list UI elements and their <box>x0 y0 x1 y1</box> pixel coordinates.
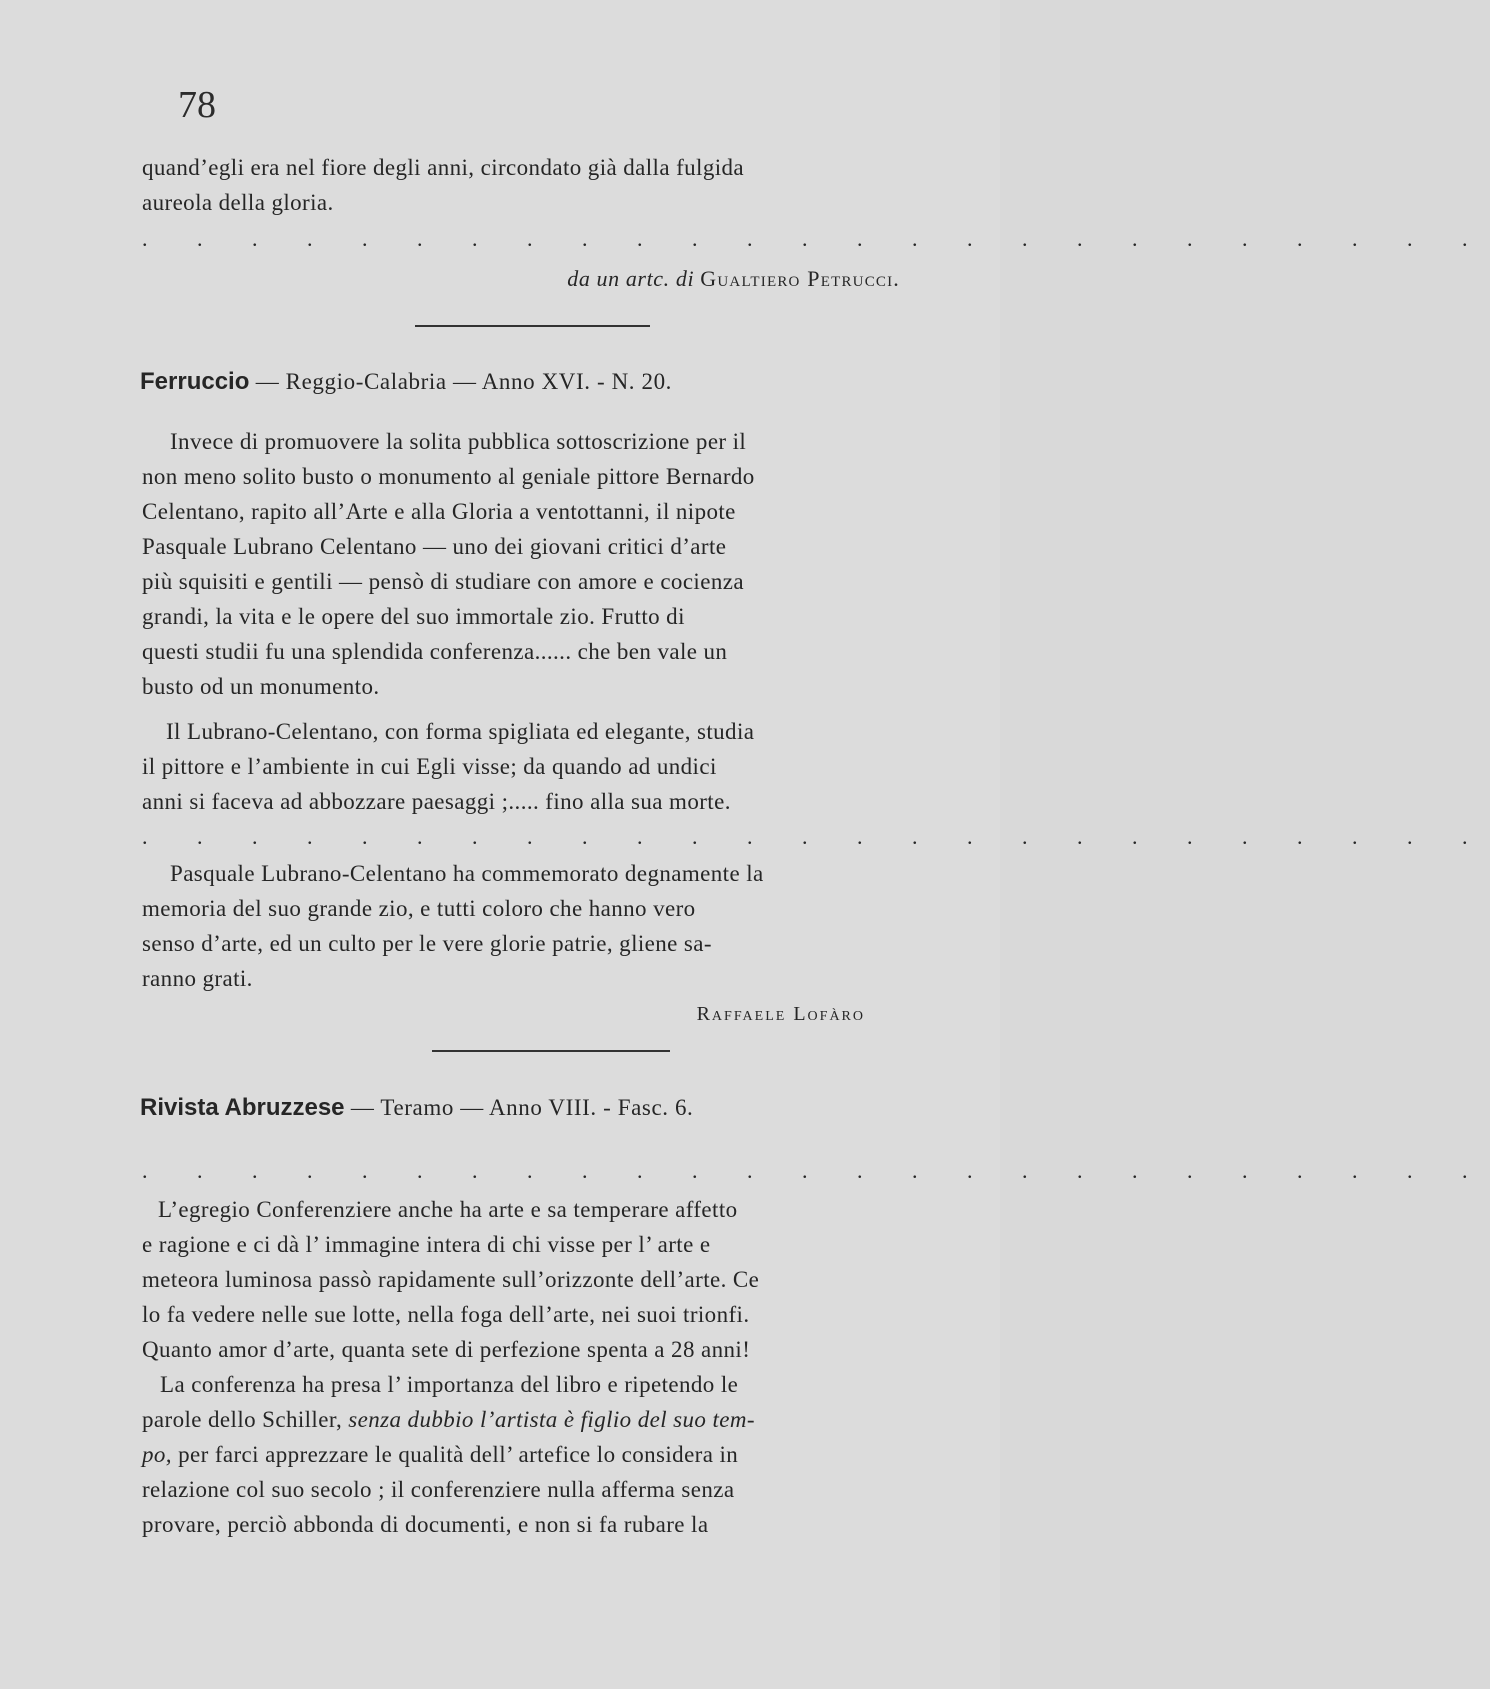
rivista-paragraph-2 <box>142 1367 922 1542</box>
text-line: provare, perciò abbonda di documenti, e non si fa rubare la <box>142 1512 709 1537</box>
section-divider <box>415 325 650 327</box>
journal-details: — Teramo — Anno VIII. - Fasc. 6. <box>350 1095 694 1120</box>
text-line: busto od un monumento. <box>142 674 380 699</box>
ferruccio-paragraph-3 <box>142 856 922 996</box>
text-line <box>142 1402 922 1437</box>
text-line: Quanto amor d’arte, quanta sete di perfezione spenta a 28 anni! <box>142 1337 751 1362</box>
text-line: Pasquale Lubrano-Celentano ha commemorato degnamente la <box>170 861 764 886</box>
attribution-prefix: da un artc. di <box>567 266 695 291</box>
text-line: Invece di promuovere la solita pubblica sottoscrizione per il <box>170 429 747 454</box>
text-line: più squisiti e gentili — pensò di studiare con amore e cocienza <box>142 569 744 594</box>
text-line: L’egregio Conferenziere anche ha arte e sa temperare affetto <box>158 1197 738 1222</box>
ellipsis-dots: . . . . . . . . . . . . . . . . . . . . . . . . . <box>142 824 1490 849</box>
text-line: relazione col suo secolo ; il conferenziere nulla afferma senza <box>142 1477 735 1502</box>
quote-italic: po, <box>142 1442 172 1467</box>
text-line: Il Lubrano-Celentano, con forma spigliata ed elegante, studia <box>166 719 755 744</box>
section-heading-ferruccio <box>140 370 672 394</box>
text-line: memoria del suo grande zio, e tutti coloro che hanno vero <box>142 896 696 921</box>
journal-name: Ferruccio <box>140 368 250 395</box>
signature: Raffaele Lofàro <box>696 1003 865 1025</box>
text-line: grandi, la vita e le opere del suo immortale zio. Frutto di <box>142 604 685 629</box>
text-line: ranno grati. <box>142 966 253 991</box>
text-line: Pasquale Lubrano Celentano — uno dei giovani critici d’arte <box>142 534 727 559</box>
quote-italic: senza dubbio l’artista è figlio del suo tem- <box>348 1407 755 1432</box>
text-line: La conferenza ha presa l’ importanza del libro e ripetendo le <box>160 1372 739 1397</box>
text-line: non meno solito busto o monumento al geniale pittore Bernardo <box>142 464 755 489</box>
text-line: il pittore e l’ambiente in cui Egli visse; da quando ad undici <box>142 754 717 779</box>
text-line: quand’egli era nel fiore degli anni, circondato già dalla fulgida <box>142 155 745 180</box>
section-divider <box>432 1050 670 1052</box>
text-line: e ragione e ci dà l’ immagine intera di chi visse per l’ arte e <box>142 1232 711 1257</box>
journal-name: Rivista Abruzzese <box>140 1094 345 1121</box>
text-line <box>142 1437 922 1472</box>
journal-details: — Reggio-Calabria — Anno XVI. - N. 20. <box>255 369 673 394</box>
attribution <box>567 266 900 292</box>
text-line: aureola della gloria. <box>142 190 334 215</box>
ferruccio-paragraph-2 <box>142 714 922 819</box>
text-line: anni si faceva ad abbozzare paesaggi ;..... fino alla sua morte. <box>142 789 731 814</box>
text-line: Celentano, rapito all’Arte e alla Gloria a ventottanni, il nipote <box>142 499 736 524</box>
text-segment: parole dello Schiller, <box>142 1407 343 1432</box>
text-line: lo fa vedere nelle sue lotte, nella foga dell’arte, nei suoi trionfi. <box>142 1302 750 1327</box>
attribution-author: Gualtiero Petrucci. <box>700 266 900 291</box>
ellipsis-dots: . . . . . . . . . . . . . . . . . . . . . . . . . <box>142 1158 1490 1183</box>
text-line: meteora luminosa passò rapidamente sull’orizzonte dell’arte. Ce <box>142 1267 760 1292</box>
text-line: questi studii fu una splendida conferenza...... che ben vale un <box>142 639 728 664</box>
section-heading-rivista <box>140 1096 693 1120</box>
rivista-paragraph-1 <box>142 1192 922 1367</box>
text-line: senso d’arte, ed un culto per le vere glorie patrie, gliene sa- <box>142 931 712 956</box>
text-segment: per farci apprezzare le qualità dell’ artefice lo considera in <box>178 1442 739 1467</box>
ellipsis-dots: . . . . . . . . . . . . . . . . . . . . . . . . . <box>142 226 1490 251</box>
page-number: 78 <box>178 84 216 126</box>
ferruccio-paragraph-1 <box>142 424 922 704</box>
intro-paragraph <box>142 150 922 220</box>
